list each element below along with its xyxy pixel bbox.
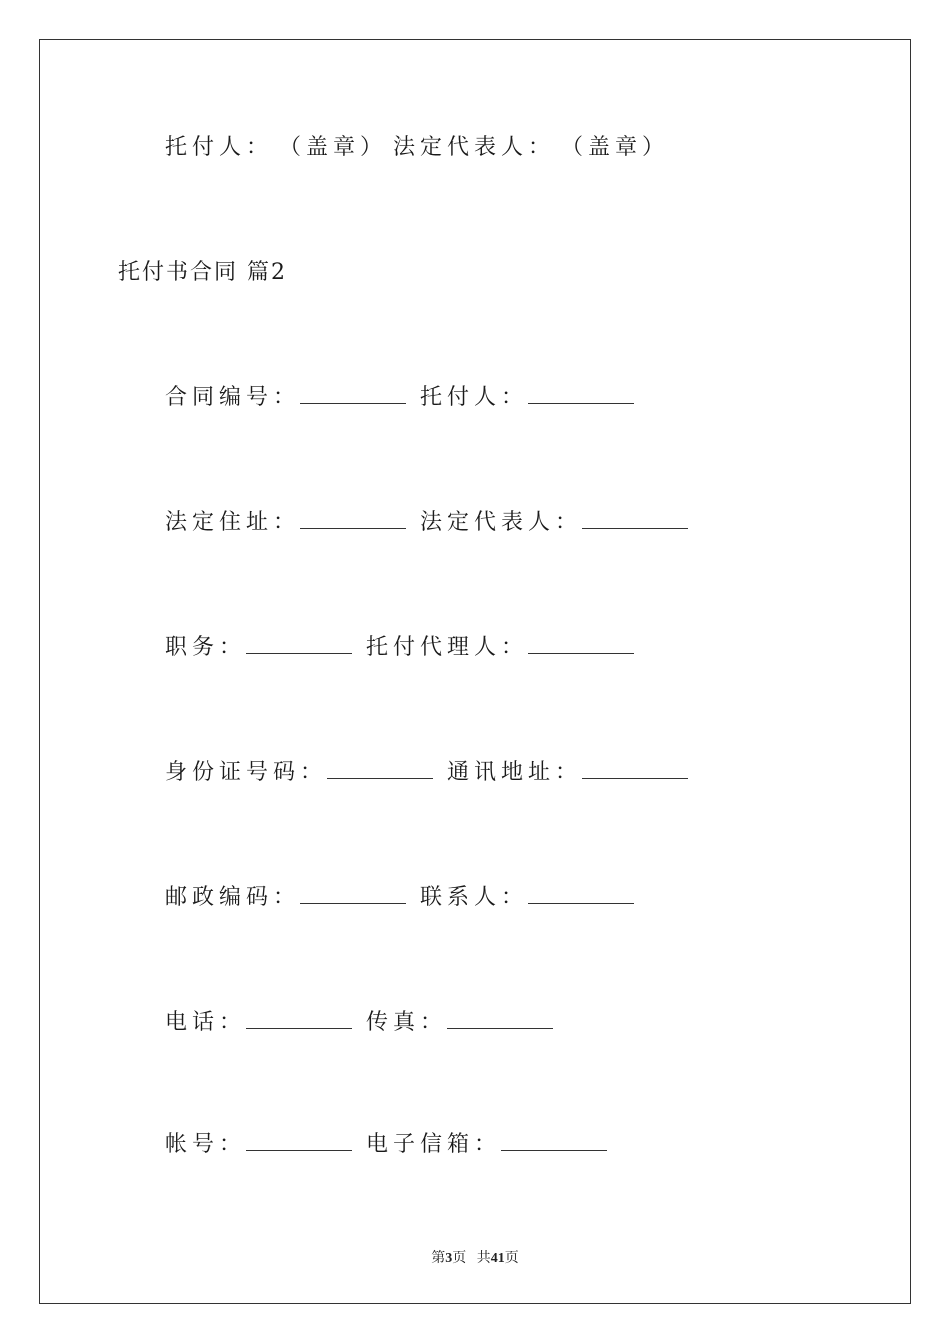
field-label: 联系人： [420,885,529,910]
fill-in-blank[interactable] [582,508,688,529]
field-row [165,883,648,913]
seal-placeholder: （盖章） [279,135,388,160]
total-pages: 41 [490,1251,505,1266]
fill-in-blank[interactable] [447,1008,553,1029]
field-label: 电子信箱： [366,1132,502,1157]
field-label: 通讯地址： [447,760,583,785]
fill-in-blank[interactable] [327,758,433,779]
signature-line [165,133,669,163]
field-row [165,633,648,663]
page-number: 3 [445,1251,453,1266]
field-label: 托付人： [420,385,529,410]
seal-placeholder: （盖章） [561,135,670,160]
field-row [165,383,648,413]
legal-rep-label: 法定代表人： [393,135,556,160]
fill-in-blank[interactable] [300,883,406,904]
field-label: 传真： [366,1010,448,1035]
footer-prefix: 第 [431,1251,446,1266]
field-label: 邮政编码： [165,885,301,910]
footer-total-prefix: 共 [476,1251,491,1266]
page-footer [0,1247,950,1267]
field-label: 托付代理人： [366,635,529,660]
fill-in-blank[interactable] [528,883,634,904]
fill-in-blank[interactable] [246,1130,352,1151]
fill-in-blank[interactable] [528,633,634,654]
section-heading: 托付书合同 篇2 [118,260,287,285]
footer-page-suffix: 页 [452,1251,467,1266]
field-label: 法定住址： [165,510,301,535]
field-label: 法定代表人： [420,510,583,535]
fill-in-blank[interactable] [246,633,352,654]
footer-total-suffix: 页 [504,1251,519,1266]
consignor-label: 托付人： [165,135,274,160]
fill-in-blank[interactable] [528,383,634,404]
fill-in-blank[interactable] [300,508,406,529]
field-row [165,508,702,538]
field-label: 帐号： [165,1132,247,1157]
field-row [165,1008,567,1038]
fill-in-blank[interactable] [501,1130,607,1151]
page-border [39,39,911,1304]
fill-in-blank[interactable] [582,758,688,779]
field-label: 合同编号： [165,385,301,410]
field-row [165,758,702,788]
field-label: 身份证号码： [165,760,328,785]
field-label: 职务： [165,635,247,660]
field-row [165,1130,621,1160]
fill-in-blank[interactable] [246,1008,352,1029]
field-label: 电话： [165,1010,247,1035]
fill-in-blank[interactable] [300,383,406,404]
